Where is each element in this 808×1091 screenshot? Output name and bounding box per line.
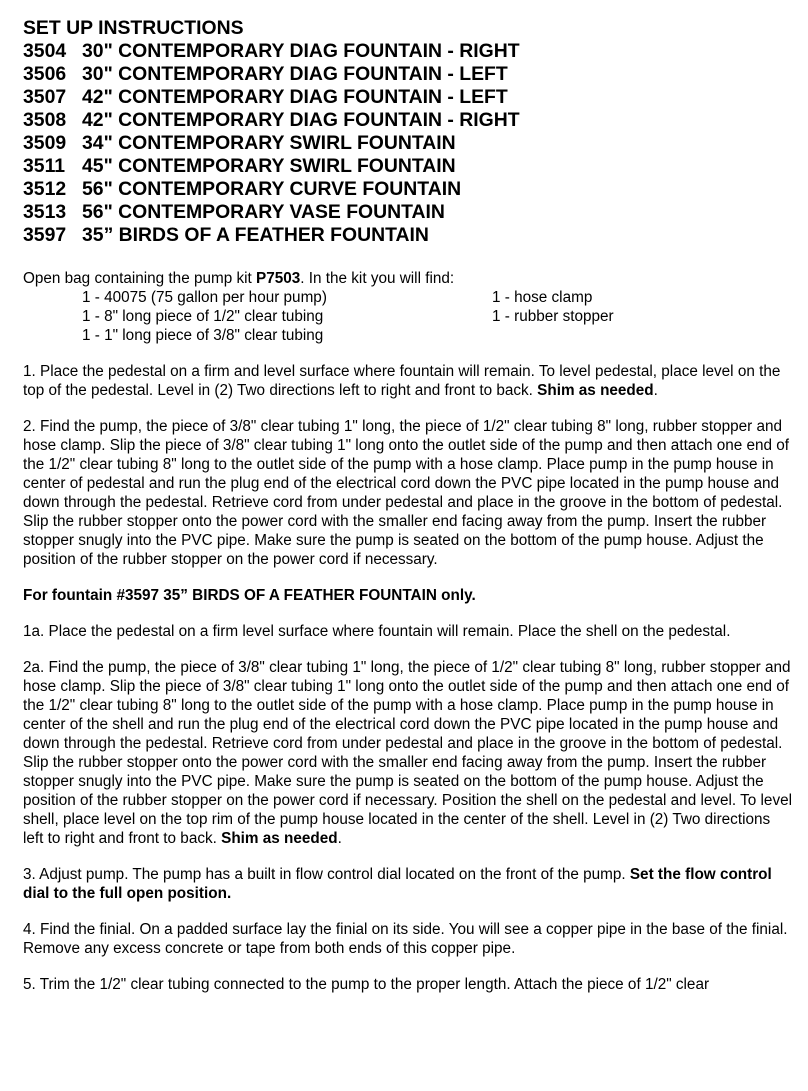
product-name: 30" CONTEMPORARY DIAG FOUNTAIN - RIGHT: [82, 40, 520, 62]
product-code: 3508: [23, 109, 67, 131]
product-code: 3512: [23, 178, 67, 200]
product-name: 34" CONTEMPORARY SWIRL FOUNTAIN: [82, 132, 456, 154]
product-code: 3597: [23, 224, 67, 246]
product-item: [23, 155, 793, 178]
step-4: 4. Find the finial. On a padded surface lay the finial on its side. You will see a copper pipe in the base of the finial. Remove any excess concrete or tape from both ends of this copper pipe.: [23, 921, 788, 957]
product-code: 3504: [23, 40, 67, 62]
step-2a-text: 2a. Find the pump, the piece of 3/8" clear tubing 1" long, the piece of 1/2" clear tubing 8" long, rubber stopper and hose clamp. Slip the piece of 3/8" clear tubing 1" long onto the outlet side of the pump and then attach one end of the 1/2" clear tubing 8" long to the outlet side of the pump with a hose clamp. Place pump in the pump house in center of the shell and run the plug end of the electrical cord down the PVC pipe located in the pump house and down through the pedestal. Retrieve cord from under pedestal and place in the groove in the bottom of pedestal. Slip the rubber stopper onto the power cord with the smaller end facing away from the pump. Insert the rubber stopper snugly into the PVC pipe. Make sure the pump is seated on the bottom of the pump house. Adjust the position of the rubber stopper on the power cord if necessary. Position the shell on the pedestal and level. To level shell, place level on the top rim of the pump house located in the center of the shell. Level in (2) Two directions left to right and front to back.: [23, 659, 792, 847]
product-code: 3506: [23, 63, 67, 85]
product-item: [23, 132, 793, 155]
step-1a: 1a. Place the pedestal on a firm level surface where fountain will remain. Place the shell on the pedestal.: [23, 623, 731, 640]
kit-contents: [82, 288, 793, 345]
step-2a: [23, 658, 793, 848]
step-2a-end: .: [337, 830, 342, 847]
kit-code: P7503: [256, 270, 301, 287]
product-code: 3513: [23, 201, 67, 223]
kit-item: 1 - 8" long piece of 1/2" clear tubing: [82, 308, 324, 325]
product-item: [23, 109, 793, 132]
step-2: 2. Find the pump, the piece of 3/8" clear tubing 1" long, the piece of 1/2" clear tubing 8" long, rubber stopper and hose clamp. Slip the piece of 3/8" clear tubing 1" long onto the outlet side of the pump and then attach one end of the 1/2" clear tubing 8" long to the outlet side of the pump with a hose clamp. Place pump in the pump house in center of pedestal and run the plug end of the electrical cord down the PVC pipe located in the pump house and down through the pedestal. Retrieve cord from under pedestal and place in the groove in the bottom of pedestal. Slip the rubber stopper onto the power cord with the smaller end facing away from the pump. Insert the rubber stopper snugly into the PVC pipe. Make sure the pump is seated on the bottom of the pump house. Adjust the position of the rubber stopper on the power cord if necessary.: [23, 418, 790, 568]
instruction-page: [23, 17, 793, 1009]
product-name: 42" CONTEMPORARY DIAG FOUNTAIN - LEFT: [82, 86, 508, 108]
product-item: [23, 201, 793, 224]
step-1-text: 1. Place the pedestal on a firm and level surface where fountain will remain. To level pedestal, place level on the top of the pedestal. Level in (2) Two directions left to right and front to back.: [23, 363, 781, 399]
product-code: 3509: [23, 132, 67, 154]
product-name: 56" CONTEMPORARY VASE FOUNTAIN: [82, 201, 445, 223]
product-name: 45" CONTEMPORARY SWIRL FOUNTAIN: [82, 155, 456, 177]
product-item: [23, 178, 793, 201]
product-code: 3511: [23, 155, 66, 177]
page-title: SET UP INSTRUCTIONS: [23, 17, 244, 39]
product-item: [23, 224, 793, 247]
step-2a-emphasis: Shim as needed: [221, 830, 338, 847]
kit-item: 1 - rubber stopper: [492, 308, 614, 325]
product-name: 30" CONTEMPORARY DIAG FOUNTAIN - LEFT: [82, 63, 508, 85]
kit-item: 1 - 1" long piece of 3/8" clear tubing: [82, 327, 324, 344]
kit-intro-text: Open bag containing the pump kit: [23, 270, 257, 287]
step-3: [23, 865, 793, 903]
product-code: 3507: [23, 86, 67, 108]
step-1-end: .: [653, 382, 658, 399]
product-list: [23, 40, 793, 247]
step-3-text: 3. Adjust pump. The pump has a built in flow control dial located on the front of the pump.: [23, 866, 630, 883]
kit-item: 1 - 40075 (75 gallon per hour pump): [82, 289, 327, 306]
step-5: 5. Trim the 1/2" clear tubing connected to the pump to the proper length. Attach the piece of 1/2" clear: [23, 976, 710, 993]
product-name: 42" CONTEMPORARY DIAG FOUNTAIN - RIGHT: [82, 109, 520, 131]
kit-intro: [23, 269, 793, 288]
kit-item: 1 - hose clamp: [492, 289, 593, 306]
kit-intro-suffix: . In the kit you will find:: [300, 270, 455, 287]
step-1: [23, 362, 793, 400]
product-name: 35” BIRDS OF A FEATHER FOUNTAIN: [82, 224, 429, 246]
special-heading: For fountain #3597 35” BIRDS OF A FEATHER FOUNTAIN only.: [23, 587, 476, 604]
product-item: [23, 40, 793, 63]
product-item: [23, 63, 793, 86]
product-name: 56" CONTEMPORARY CURVE FOUNTAIN: [82, 178, 462, 200]
product-item: [23, 86, 793, 109]
step-1-emphasis: Shim as needed: [537, 382, 654, 399]
step-3-emphasis: Set the flow control dial to the full open position.: [23, 866, 772, 902]
